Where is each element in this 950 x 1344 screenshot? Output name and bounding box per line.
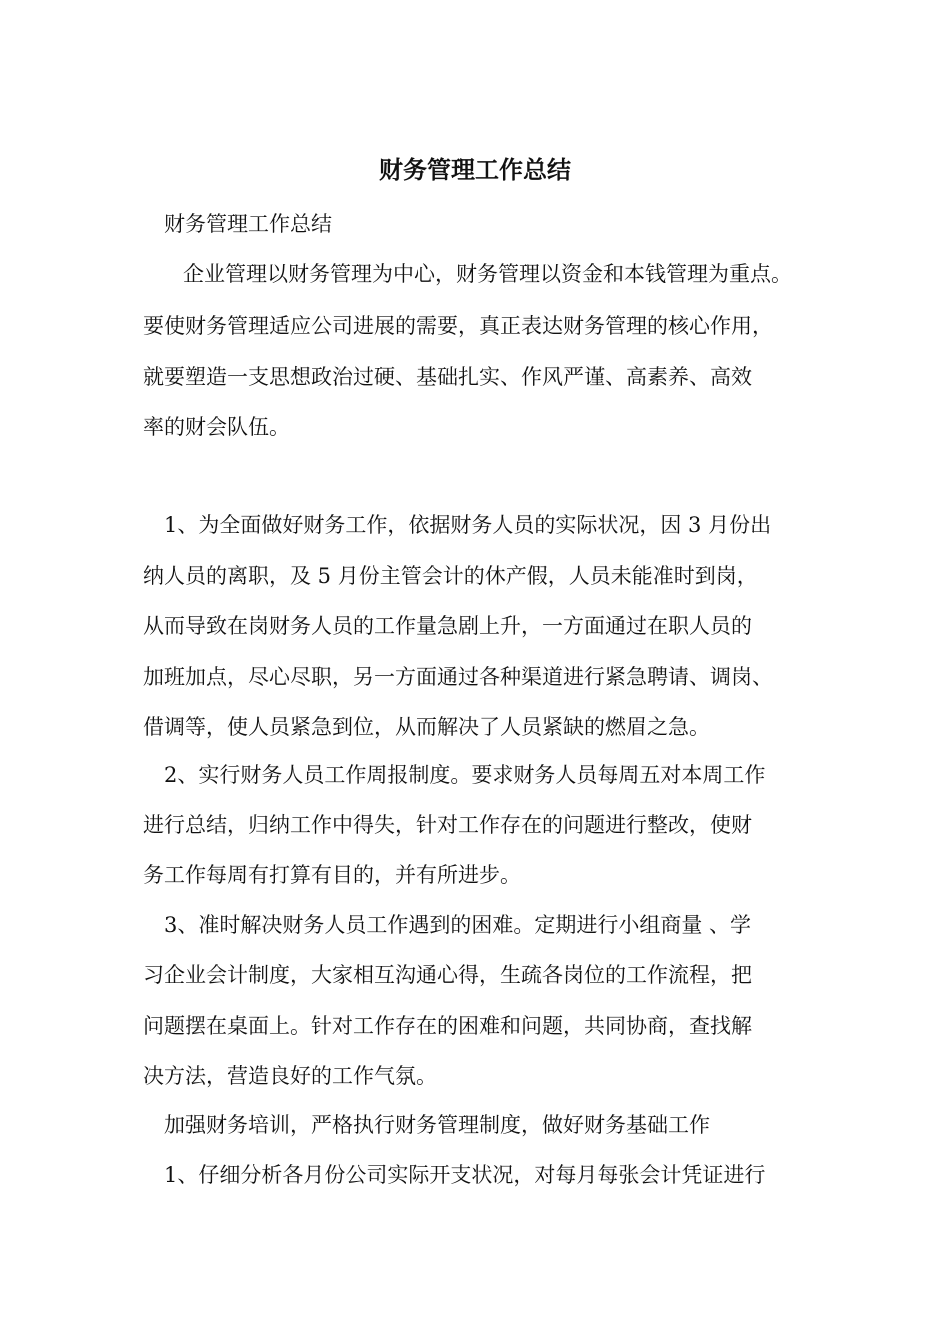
paragraph-line: 从而导致在岗财务人员的工作量急剧上升，一方面通过在职人员的 (143, 614, 752, 638)
subtitle-line: 财务管理工作总结 (164, 212, 332, 236)
paragraph-line: 习企业会计制度，大家相互沟通心得，生疏各岗位的工作流程，把 (143, 963, 752, 987)
paragraph-line: 1、为全面做好财务工作，依据财务人员的实际状况，因 3 月份出 (164, 513, 772, 537)
paragraph-line: 要使财务管理适应公司进展的需要，真正表达财务管理的核心作用， (143, 314, 773, 338)
paragraph-line: 借调等，使人员紧急到位，从而解决了人员紧缺的燃眉之急。 (143, 715, 710, 739)
paragraph-line: 率的财会队伍。 (143, 415, 290, 439)
document-title: 财务管理工作总结 (379, 155, 571, 184)
paragraph-line: 进行总结，归纳工作中得失，针对工作存在的问题进行整改，使财 (143, 813, 752, 837)
paragraph-line: 2、实行财务人员工作周报制度。要求财务人员每周五对本周工作 (164, 763, 766, 787)
paragraph-line: 问题摆在桌面上。针对工作存在的困难和问题，共同协商，查找解 (143, 1014, 752, 1038)
paragraph-line: 就要塑造一支思想政治过硬、基础扎实、作风严谨、高素养、高效 (143, 365, 752, 389)
paragraph-line: 企业管理以财务管理为中心，财务管理以资金和本钱管理为重点。 (183, 262, 792, 286)
section-heading-line: 加强财务培训，严格执行财务管理制度，做好财务基础工作 (164, 1113, 710, 1137)
paragraph-line: 3、准时解决财务人员工作遇到的困难。定期进行小组商量 、学 (164, 913, 752, 937)
paragraph-line: 决方法，营造良好的工作气氛。 (143, 1064, 437, 1088)
paragraph-line: 务工作每周有打算有目的，并有所进步。 (143, 863, 521, 887)
paragraph-line: 加班加点，尽心尽职，另一方面通过各种渠道进行紧急聘请、调岗、 (143, 665, 773, 689)
paragraph-line: 1、仔细分析各月份公司实际开支状况，对每月每张会计凭证进行 (164, 1163, 766, 1187)
paragraph-line: 纳人员的离职，及 5 月份主管会计的休产假，人员未能准时到岗， (143, 564, 758, 588)
